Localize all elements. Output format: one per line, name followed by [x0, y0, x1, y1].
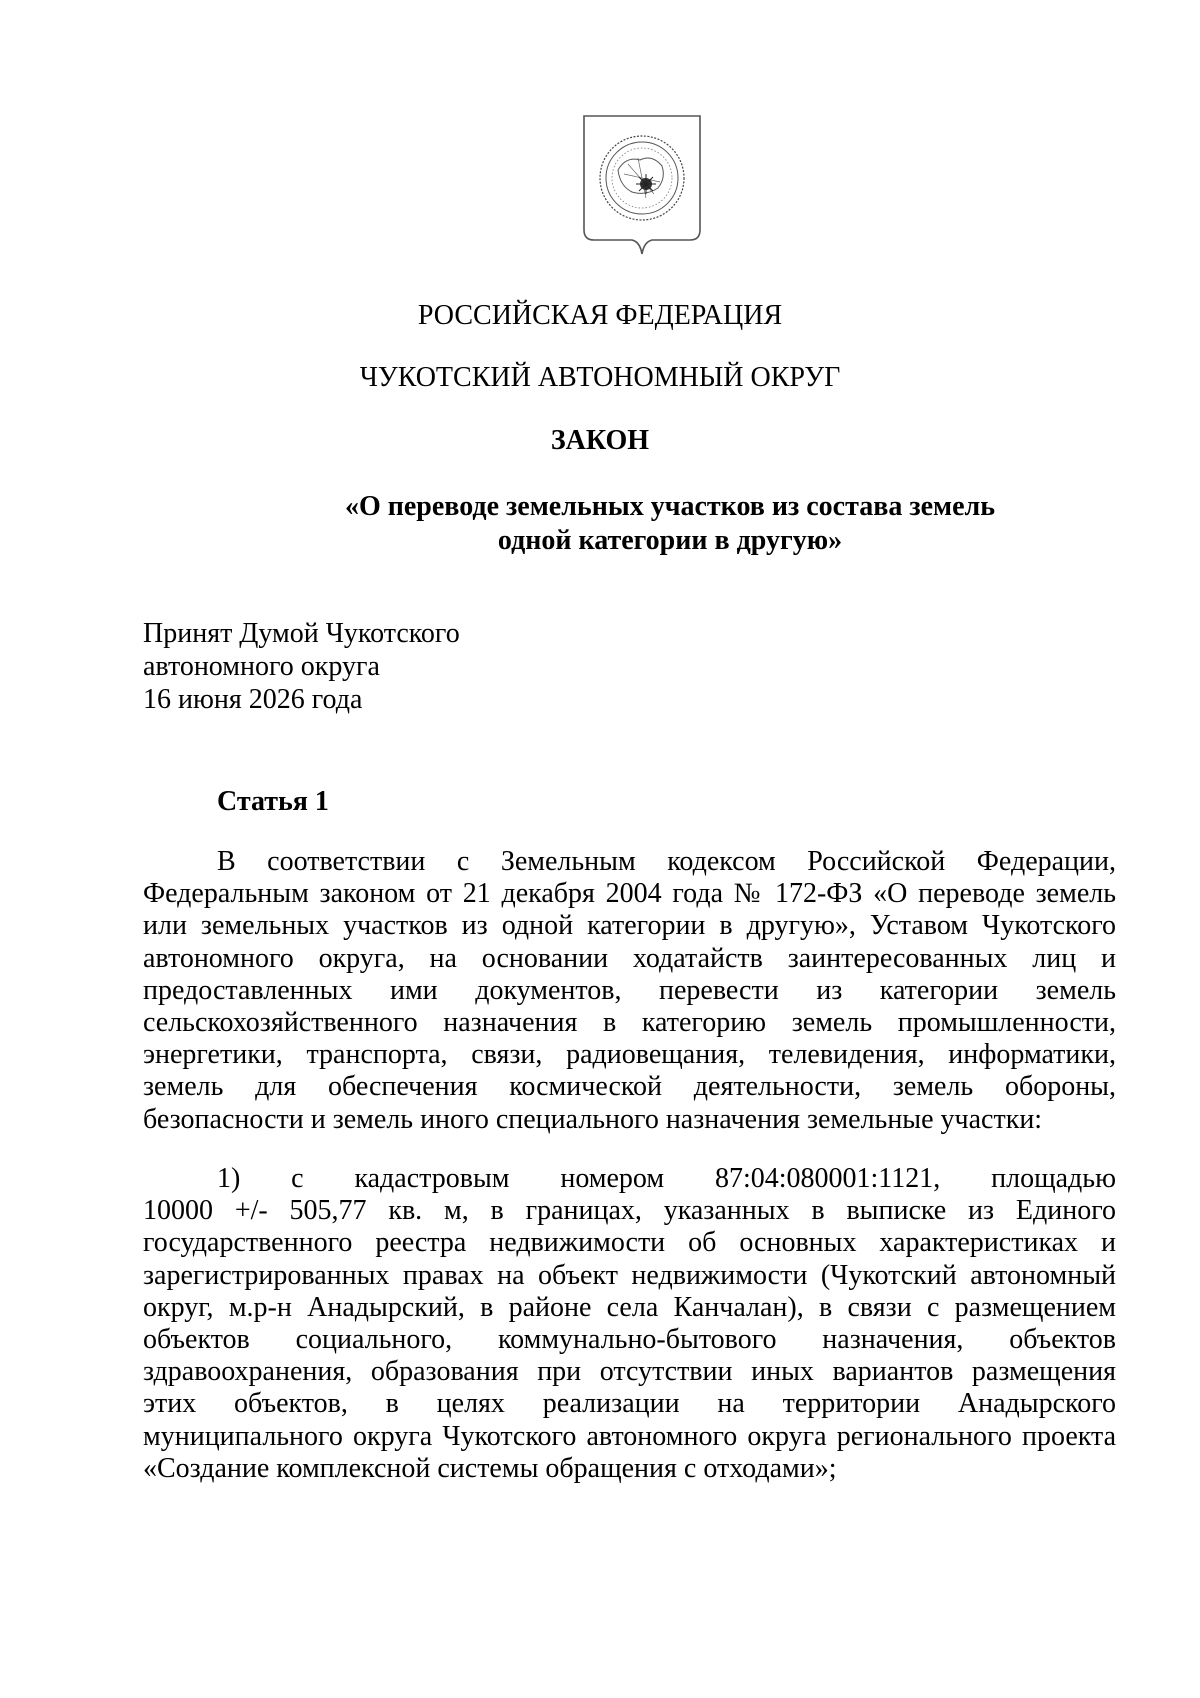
law-title: [310, 490, 1030, 558]
country-heading: РОССИЙСКАЯ ФЕДЕРАЦИЯ: [417, 300, 783, 331]
adoption-info: [143, 617, 460, 716]
adoption-line: Принят Думой Чукотского: [143, 618, 460, 649]
paragraph-line: безопасности и земель иного специального назначения земельные участки:: [143, 1103, 1043, 1135]
item-line: муниципального округа Чукотского автономного округа регионального проекта: [143, 1420, 1116, 1452]
item-line: государственного реестра недвижимости об основных характеристиках и: [143, 1227, 1116, 1259]
item-line: объектов социального, коммунально-бытового назначения, объектов: [143, 1323, 1116, 1355]
paragraph-line: предоставленных ими документов, перевести из категории земель: [143, 974, 1116, 1006]
item-line: округ, м.р-н Анадырский, в районе села Канчалан), в связи с размещением: [143, 1291, 1116, 1323]
document-type-heading: ЗАКОН: [550, 425, 650, 456]
item-line: «Создание комплексной системы обращения с отходами»;: [143, 1452, 837, 1484]
adoption-line: автономного округа: [143, 651, 380, 682]
item-line: 10000 +/- 505,77 кв. м, в границах, указанных в выписке из Единого: [143, 1195, 1116, 1227]
region-heading: ЧУКОТСКИЙ АВТОНОМНЫЙ ОКРУГ: [359, 362, 841, 393]
article-list-item: [143, 1163, 1116, 1485]
paragraph-line: земель для обеспечения космической деятельности, земель обороны,: [143, 1071, 1116, 1103]
item-line: здравоохранения, образования при отсутствии иных вариантов размещения: [143, 1356, 1116, 1388]
item-line: этих объектов, в целях реализации на территории Анадырского: [143, 1388, 1116, 1420]
item-line: зарегистрированных правах на объект недвижимости (Чукотский автономный: [143, 1259, 1116, 1291]
paragraph-line: Федеральным законом от 21 декабря 2004 года № 172-ФЗ «О переводе земель: [143, 878, 1116, 910]
article-paragraph: [143, 846, 1116, 1136]
article-heading: Статья 1: [217, 786, 329, 817]
paragraph-line: или земельных участков из одной категории в другую», Уставом Чукотского: [143, 910, 1116, 942]
coat-of-arms-emblem: [580, 112, 704, 272]
adoption-date: 16 июня 2026 года: [143, 684, 363, 715]
paragraph-line: В соответствии с Земельным кодексом Российской Федерации,: [217, 846, 1116, 877]
law-title-line: «О переводе земельных участков из состава земель: [344, 491, 996, 522]
paragraph-line: автономного округа, на основании ходатайств заинтересованных лиц и: [143, 942, 1116, 974]
paragraph-line: энергетики, транспорта, связи, радиовещания, телевидения, информатики,: [143, 1039, 1116, 1071]
item-line: 1) с кадастровым номером 87:04:080001:1121, площадью: [217, 1163, 1116, 1194]
paragraph-line: сельскохозяйственного назначения в категорию земель промышленности,: [143, 1006, 1116, 1038]
law-title-line: одной категории в другую»: [497, 525, 843, 556]
